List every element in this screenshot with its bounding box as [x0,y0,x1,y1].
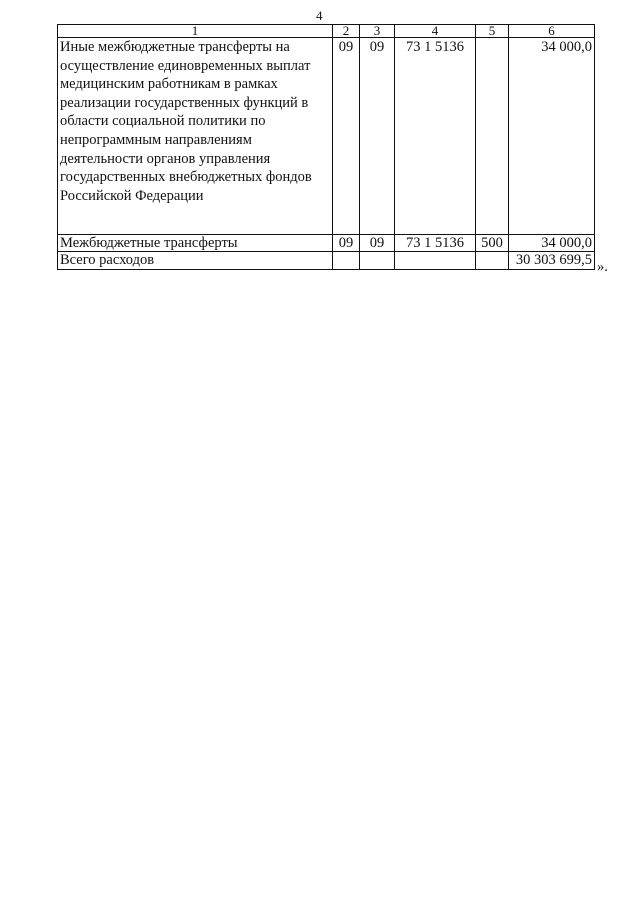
total-amount: 30 303 699,5 [509,252,595,270]
header-col-2: 2 [333,25,360,38]
table-total-row [58,252,595,270]
row-subsection: 09 [360,38,395,235]
header-col-3: 3 [360,25,395,38]
row-name: Межбюджетные трансферты [58,235,333,252]
row-target-code [395,252,476,270]
row-subsection [360,252,395,270]
row-section [333,252,360,270]
header-col-5: 5 [476,25,509,38]
row-target-code: 73 1 5136 [395,38,476,235]
row-section: 09 [333,38,360,235]
header-col-1: 1 [58,25,333,38]
row-amount: 34 000,0 [509,235,595,252]
row-target-code: 73 1 5136 [395,235,476,252]
budget-table [57,24,595,270]
table-header-row [58,25,595,38]
table-row [58,38,595,235]
row-section: 09 [333,235,360,252]
page-number: 4 [316,8,323,23]
row-expense-type [476,38,509,235]
header-col-6: 6 [509,25,595,38]
row-amount: 34 000,0 [509,38,595,235]
table-row [58,235,595,252]
header-col-4: 4 [395,25,476,38]
row-expense-type: 500 [476,235,509,252]
row-name: Иные межбюджетные трансферты на осуществление единовременных выплат медицинским работникам в рамках реализации государственных функций в области социальной политики по непрограммным направлениям деятельности органов управления государственных внебюджетных фондов Российской Федерации [58,38,333,235]
closing-quote-mark: ». [597,259,608,275]
row-subsection: 09 [360,235,395,252]
total-label: Всего расходов [58,252,333,270]
row-expense-type [476,252,509,270]
